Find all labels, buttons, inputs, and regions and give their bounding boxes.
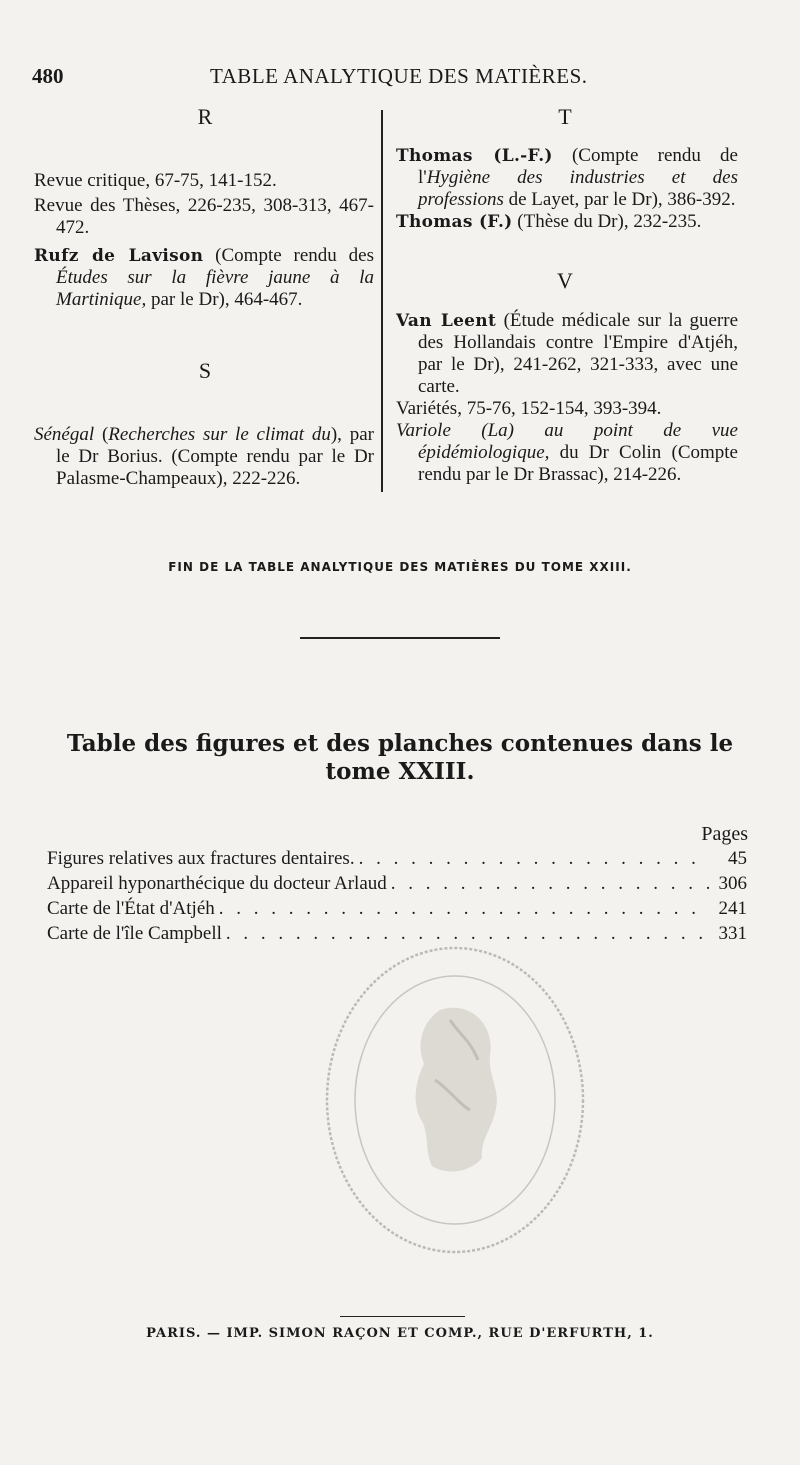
entry-thomas-f: Thomas (F.) (Thèse du Dr), 232-235. [396,211,702,232]
section-letter-s: S [198,358,212,383]
entry-revue-critique: Revue critique, 67-75, 141-152. [34,170,277,191]
printer-imprint: PARIS. — IMP. SIMON RAÇON ET COMP., RUE D'ERFURTH, 1. [146,1326,654,1341]
end-of-index-note: FIN DE LA TABLE ANALYTIQUE DES MATIÈRES DU TOME XXIII. [168,560,632,574]
figures-heading: Table des figures et des planches contenues dans le tome XXIII. [66,730,734,785]
right-column-top [396,145,738,233]
entry-rufz: Rufz de Lavison (Compte rendu des Études sur la fièvre jaune à la Martinique, par le Dr), 464-467. [34,245,374,310]
running-title: TABLE ANALYTIQUE DES MATIÈRES. [210,64,588,88]
left-column-top [34,170,374,311]
entry-varietes: Variétés, 75-76, 152-154, 393-394. [396,398,662,419]
entry-senegal: Sénégal (Recherches sur le climat du), par le Dr Borius. (Compte rendu par le Dr Palasme-Champeaux), 222-226. [34,424,374,489]
pages-column-label: Pages [701,823,748,845]
column-divider [381,110,383,492]
section-letter-v: V [557,268,573,293]
library-stamp [320,940,590,1260]
entry-name: Rufz de Lavison [34,246,204,266]
entry-thomas-lf: Thomas (L.-F.) (Compte rendu de l'Hygiène des industries et des professions de Layet, par le Dr), 386-392. [396,145,738,210]
list-item: Carte de l'État d'Atjéh . . . 241 [47,896,747,921]
footer-rule [340,1316,465,1317]
list-item: Figures relatives aux fractures dentaires. . . . 45 [47,846,747,871]
left-column-bottom [34,424,374,490]
section-rule [300,637,500,639]
section-letter-t: T [558,104,572,129]
figures-list [47,846,747,946]
entry-variole: Variole (La) au point de vue épidémiologique, du Dr Colin (Compte rendu par le Dr Brassac), 214-226. [396,420,738,485]
right-column-bottom [396,310,738,486]
page-number: 480 [32,64,64,88]
list-item: Appareil hyponarthécique du docteur Arlaud . . . 306 [47,871,747,896]
list-item: Carte de l'île Campbell . . . 331 [47,921,747,946]
entry-revue-theses: Revue des Thèses, 226-235, 308-313, 467-472. [34,195,374,238]
entry-van-leent: Van Leent (Étude médicale sur la guerre des Hollandais contre l'Empire d'Atjéh, par le Dr), 241-262, 321-333, avec une carte. [396,310,739,397]
section-letter-r: R [197,104,213,129]
